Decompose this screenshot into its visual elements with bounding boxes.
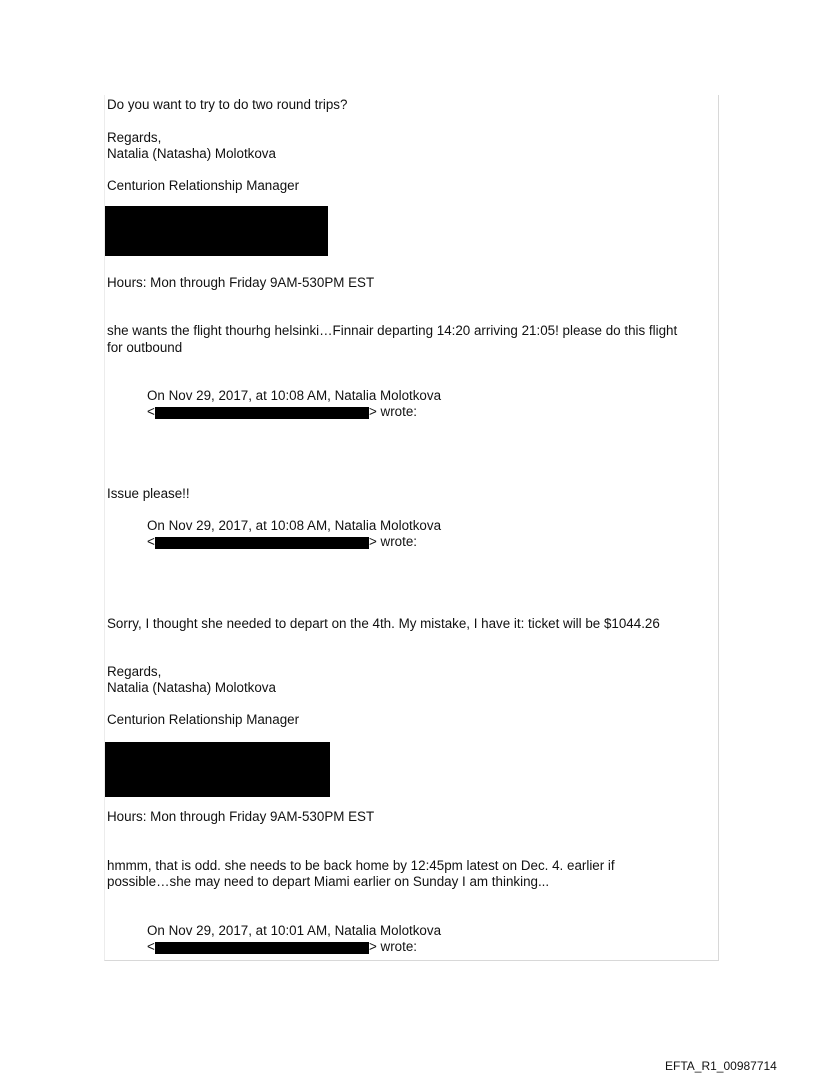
document-id: EFTA_R1_00987714: [665, 1059, 777, 1073]
signature-title: Centurion Relationship Manager: [107, 178, 300, 193]
signature-regards: Regards,: [107, 664, 162, 679]
quoted-email-open: <: [147, 939, 155, 954]
message-body-line: for outbound: [107, 340, 183, 355]
quoted-email-open: <: [147, 534, 155, 549]
redaction-email: [155, 407, 369, 419]
signature-title: Centurion Relationship Manager: [107, 712, 300, 727]
redaction-email: [155, 942, 369, 954]
quoted-header: On Nov 29, 2017, at 10:08 AM, Natalia Molotkova: [147, 388, 442, 403]
quoted-email-open: <: [147, 404, 155, 419]
message-body: Issue please!!: [107, 486, 190, 501]
message-body-line: hmmm, that is odd. she needs to be back home by 12:45pm latest on Dec. 4. earlier if: [107, 858, 615, 873]
message-body: Do you want to try to do two round trips?: [107, 97, 348, 112]
signature-regards: Regards,: [107, 130, 162, 145]
message-body-line: possible…she may need to depart Miami earlier on Sunday I am thinking...: [107, 874, 550, 889]
message-body-line: she wants the flight thourhg helsinki…Finnair departing 14:20 arriving 21:05! please do this flight: [107, 323, 678, 338]
message-body: Sorry, I thought she needed to depart on the 4th. My mistake, I have it: ticket will be $1044.26: [107, 616, 660, 631]
quoted-wrote: > wrote:: [369, 939, 418, 954]
quoted-header: On Nov 29, 2017, at 10:01 AM, Natalia Molotkova: [147, 923, 442, 938]
redaction-block: [105, 742, 330, 797]
signature-hours: Hours: Mon through Friday 9AM-530PM EST: [107, 275, 375, 290]
signature-hours: Hours: Mon through Friday 9AM-530PM EST: [107, 809, 375, 824]
signature-name: Natalia (Natasha) Molotkova: [107, 146, 276, 161]
quoted-wrote: > wrote:: [369, 404, 418, 419]
quoted-header: On Nov 29, 2017, at 10:08 AM, Natalia Molotkova: [147, 518, 442, 533]
signature-name: Natalia (Natasha) Molotkova: [107, 680, 276, 695]
redaction-block: [105, 206, 328, 256]
redaction-email: [155, 537, 369, 549]
quoted-wrote: > wrote:: [369, 534, 418, 549]
